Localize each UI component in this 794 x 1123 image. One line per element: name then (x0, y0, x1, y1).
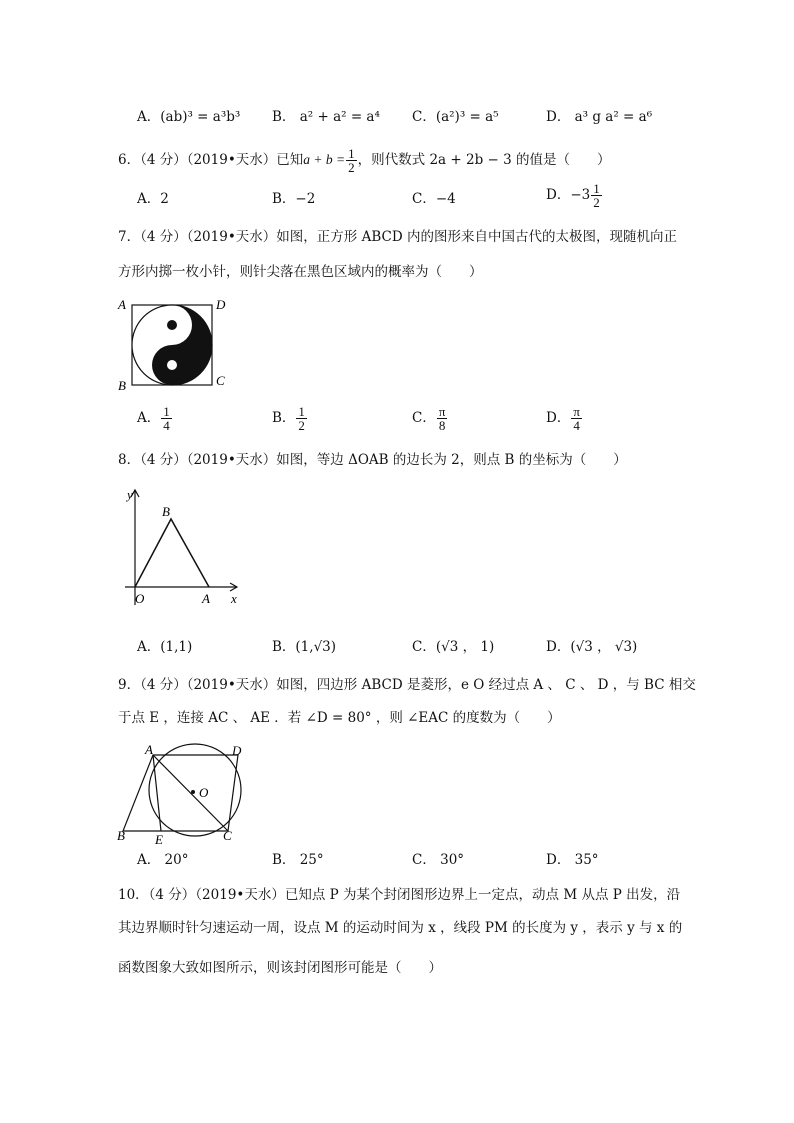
q5-option-b: B． a² + a² = a⁴ (272, 109, 380, 125)
q10-stem-line1: 10．（4 分）（2019•天水）已知点 P 为某个封闭图形边界上一定点，动点 M 从点 P 出发，沿 (118, 887, 681, 903)
q7-label-d: D (216, 297, 226, 312)
q6-stem (118, 147, 610, 174)
q9-label-c: C (223, 828, 232, 843)
q9-circle (149, 744, 241, 836)
q7-option-c-fraction (437, 405, 448, 432)
q9-label-a: A (145, 742, 153, 757)
q9-label-d: D (232, 743, 242, 758)
q9-segment-ae (153, 755, 161, 831)
q7-taiji-figure (115, 295, 235, 395)
q7-option-b-prefix: B． (272, 410, 296, 426)
q7-option-c-num: π (438, 404, 446, 419)
q7-label-b: B (118, 378, 126, 393)
q7-option-c-den: 8 (438, 418, 446, 433)
q8-option-a: A．(1,1) (137, 639, 193, 655)
q8-option-b: B．(1,√3) (272, 639, 337, 655)
q8-label-y: y (127, 487, 133, 502)
q7-option-b-fraction (296, 405, 307, 432)
q6-option-d-fraction (591, 182, 602, 209)
q6-option-d (546, 182, 603, 209)
q9-option-a: A． 20° (137, 852, 189, 868)
q6-stem-suffix: ，则代数式 2a + 2b − 3 的值是（ ） (357, 152, 611, 168)
q9-center-dot (191, 790, 195, 794)
q6-option-a: A．2 (137, 191, 169, 207)
q7-white-dot (167, 360, 177, 370)
q9-stem-line2: 于点 E ，连接 AC 、 AE ．若 ∠D = 80° ，则 ∠EAC 的度数为（ ） (118, 710, 561, 726)
q9-label-b: B (117, 828, 125, 843)
q6-option-d-num: 1 (593, 181, 600, 196)
q10-stem-line2: 其边界顺时针匀速运动一周，设点 M 的运动时间为 x ，线段 PM 的长度为 y ，表示 y 与 x 的 (118, 920, 683, 936)
q7-option-a-num: 1 (163, 404, 170, 419)
q6-frac-den: 2 (348, 160, 355, 175)
q7-option-c-prefix: C． (412, 410, 436, 426)
q7-black-dot (167, 320, 177, 330)
q9-option-c: C． 30° (412, 852, 465, 868)
q5-option-a: A．(ab)³ = a³b³ (137, 109, 241, 125)
q6-option-b: B．−2 (272, 191, 316, 207)
q9-option-b: B． 25° (272, 852, 324, 868)
q9-stem-line1: 9．（4 分）（2019•天水）如图，四边形 ABCD 是菱形，e O 经过点 A 、 C 、 D ，与 BC 相交 (118, 677, 696, 693)
q9-rhombus-circle-figure (115, 738, 255, 848)
q7-option-d-num: π (573, 404, 580, 419)
q8-stem: 8．（4 分）（2019•天水）如图，等边 ΔOAB 的边长为 2，则点 B 的坐标为（ ） (118, 452, 627, 468)
q10-stem-line3: 函数图象大致如图所示，则该封闭图形可能是（ ） (118, 960, 442, 976)
q7-option-d (546, 405, 583, 432)
q8-label-o: O (135, 591, 145, 606)
q7-option-a-den: 4 (163, 418, 170, 433)
q7-label-c: C (216, 373, 225, 388)
q8-option-c: C．(√3 ， 1) (412, 639, 495, 655)
q6-frac-num: 1 (348, 146, 355, 161)
q9-rhombus (123, 755, 238, 831)
q6-stem-prefix: 6．（4 分）（2019•天水）已知 (118, 152, 304, 168)
q8-option-d: D．(√3 ， √3) (546, 639, 638, 655)
q7-option-a-prefix: A． (137, 410, 161, 426)
q7-option-b (272, 405, 308, 432)
q5-option-d: D． a³ g a² = a⁶ (546, 109, 653, 125)
q7-option-a (137, 405, 173, 432)
q8-label-a: A (202, 591, 210, 606)
q6-stem-fraction (346, 147, 357, 174)
q6-option-d-prefix: D．−3 (546, 187, 591, 203)
q8-triangle-figure (115, 485, 250, 610)
q9-segment-ac (153, 755, 228, 831)
q9-label-e: E (155, 832, 163, 847)
q7-option-d-den: 4 (573, 418, 580, 433)
q5-option-c: C．(a²)³ = a⁵ (412, 109, 499, 125)
q9-label-o: O (199, 785, 209, 800)
q8-triangle (135, 519, 209, 587)
q7-option-c (412, 405, 448, 432)
q8-label-b: B (162, 504, 170, 519)
q6-option-c: C．−4 (412, 191, 456, 207)
q7-option-d-prefix: D． (546, 410, 571, 426)
q7-option-b-num: 1 (298, 404, 305, 419)
q8-label-x: x (231, 591, 237, 606)
q7-option-a-fraction (161, 405, 172, 432)
q7-stem-line1: 7．（4 分）（2019•天水）如图，正方形 ABCD 内的图形来自中国古代的太极图，现随机向正 (118, 229, 677, 245)
q7-stem-line2: 方形内掷一枚小针，则针尖落在黑色区域内的概率为（ ） (118, 264, 483, 280)
q7-label-a: A (118, 297, 126, 312)
q7-option-b-den: 2 (298, 418, 305, 433)
q6-stem-math: a + b = (303, 152, 346, 167)
q9-option-d: D． 35° (546, 852, 599, 868)
q7-option-d-fraction (571, 405, 582, 432)
q6-option-d-den: 2 (593, 195, 600, 210)
